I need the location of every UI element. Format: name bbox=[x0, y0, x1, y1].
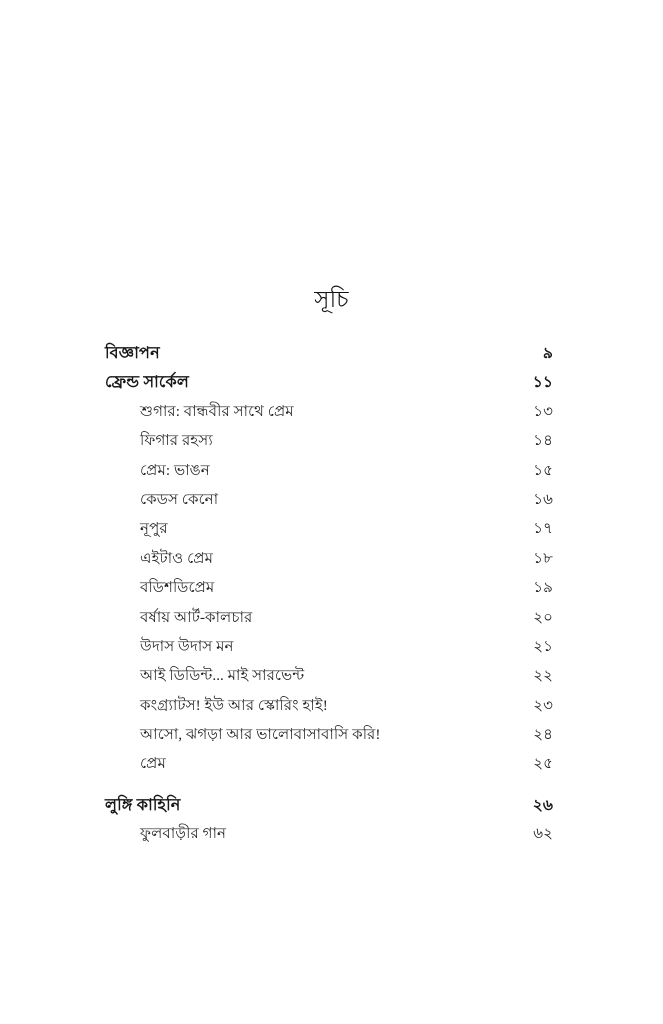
toc-entry-row[interactable] bbox=[105, 521, 553, 550]
toc-entry-row[interactable] bbox=[105, 580, 553, 609]
toc-entry-label: কংগ্র্যাটস! ইউ আর স্কোরিং হাই! bbox=[140, 696, 328, 714]
toc-entry-label: শুগার: বান্ধবীর সাথে প্রেম bbox=[140, 402, 294, 420]
table-of-contents-list bbox=[105, 345, 553, 856]
toc-page-number: ২২ bbox=[533, 667, 553, 685]
toc-entry-label: ফ্রেন্ড সার্কেল bbox=[105, 373, 190, 392]
toc-page-number: ১৯ bbox=[533, 579, 553, 597]
toc-page-number: ১৭ bbox=[533, 520, 553, 538]
toc-page-number: ২৪ bbox=[533, 726, 553, 744]
toc-page-number: ২০ bbox=[533, 608, 553, 626]
toc-section-row[interactable] bbox=[105, 345, 553, 374]
toc-entry-row[interactable] bbox=[105, 756, 553, 785]
toc-page-number: ১৪ bbox=[533, 432, 553, 450]
toc-entry-label: প্রেম bbox=[140, 755, 166, 773]
toc-entry-label: প্রেম: ভাঙন bbox=[140, 461, 210, 479]
toc-page-number: ১৩ bbox=[533, 402, 553, 420]
toc-entry-row[interactable] bbox=[105, 551, 553, 580]
toc-page-number: ১৫ bbox=[533, 461, 553, 479]
toc-entry-label: আসো, ঝগড়া আর ভালোবাসাবাসি করি! bbox=[140, 726, 381, 744]
toc-entry-label: এইটাও প্রেম bbox=[140, 549, 214, 567]
toc-page-number: ২১ bbox=[533, 637, 553, 655]
toc-entry-row[interactable] bbox=[105, 492, 553, 521]
toc-entry-label: বডিশডিপ্রেম bbox=[140, 579, 215, 597]
toc-entry-label: কেডস কেনো bbox=[140, 490, 219, 508]
toc-entry-label: উদাস উদাস মন bbox=[140, 637, 234, 655]
toc-entry-row[interactable] bbox=[105, 698, 553, 727]
toc-entry-row[interactable] bbox=[105, 463, 553, 492]
toc-page-number: ২৩ bbox=[533, 696, 553, 714]
toc-entry-label: লুঙ্গি কাহিনি bbox=[105, 795, 181, 814]
toc-entry-row[interactable] bbox=[105, 433, 553, 462]
toc-entry-row[interactable] bbox=[105, 610, 553, 639]
toc-page-number: ১১ bbox=[532, 374, 553, 392]
toc-entry-label: ফুলবাড়ীর গান bbox=[140, 825, 227, 843]
toc-section-row[interactable] bbox=[105, 797, 553, 826]
toc-section-row[interactable] bbox=[105, 374, 553, 403]
toc-page-number: ১৮ bbox=[533, 549, 553, 567]
toc-page-number: ২৬ bbox=[532, 796, 553, 814]
toc-entry-label: ফিগার রহস্য bbox=[140, 432, 213, 450]
toc-page-number: ৯ bbox=[542, 345, 553, 362]
toc-entry-label: নূপুর bbox=[140, 520, 168, 538]
toc-entry-row[interactable] bbox=[105, 404, 553, 433]
toc-page-number: ২৫ bbox=[533, 755, 553, 773]
toc-entry-row[interactable] bbox=[105, 668, 553, 697]
toc-entry-label: বিজ্ঞাপন bbox=[105, 344, 160, 362]
page-title: সূচি bbox=[314, 287, 349, 312]
toc-entry-label: আই ডিডিন্ট... মাই সারভেন্ট bbox=[140, 667, 305, 685]
toc-entry-row[interactable] bbox=[105, 639, 553, 668]
toc-page-number: ৬২ bbox=[533, 825, 553, 843]
toc-entry-label: বর্ষায় আর্ট-কালচার bbox=[140, 608, 253, 626]
toc-page-number: ১৬ bbox=[533, 490, 553, 508]
toc-entry-row[interactable] bbox=[105, 826, 553, 855]
toc-entry-row[interactable] bbox=[105, 727, 553, 756]
